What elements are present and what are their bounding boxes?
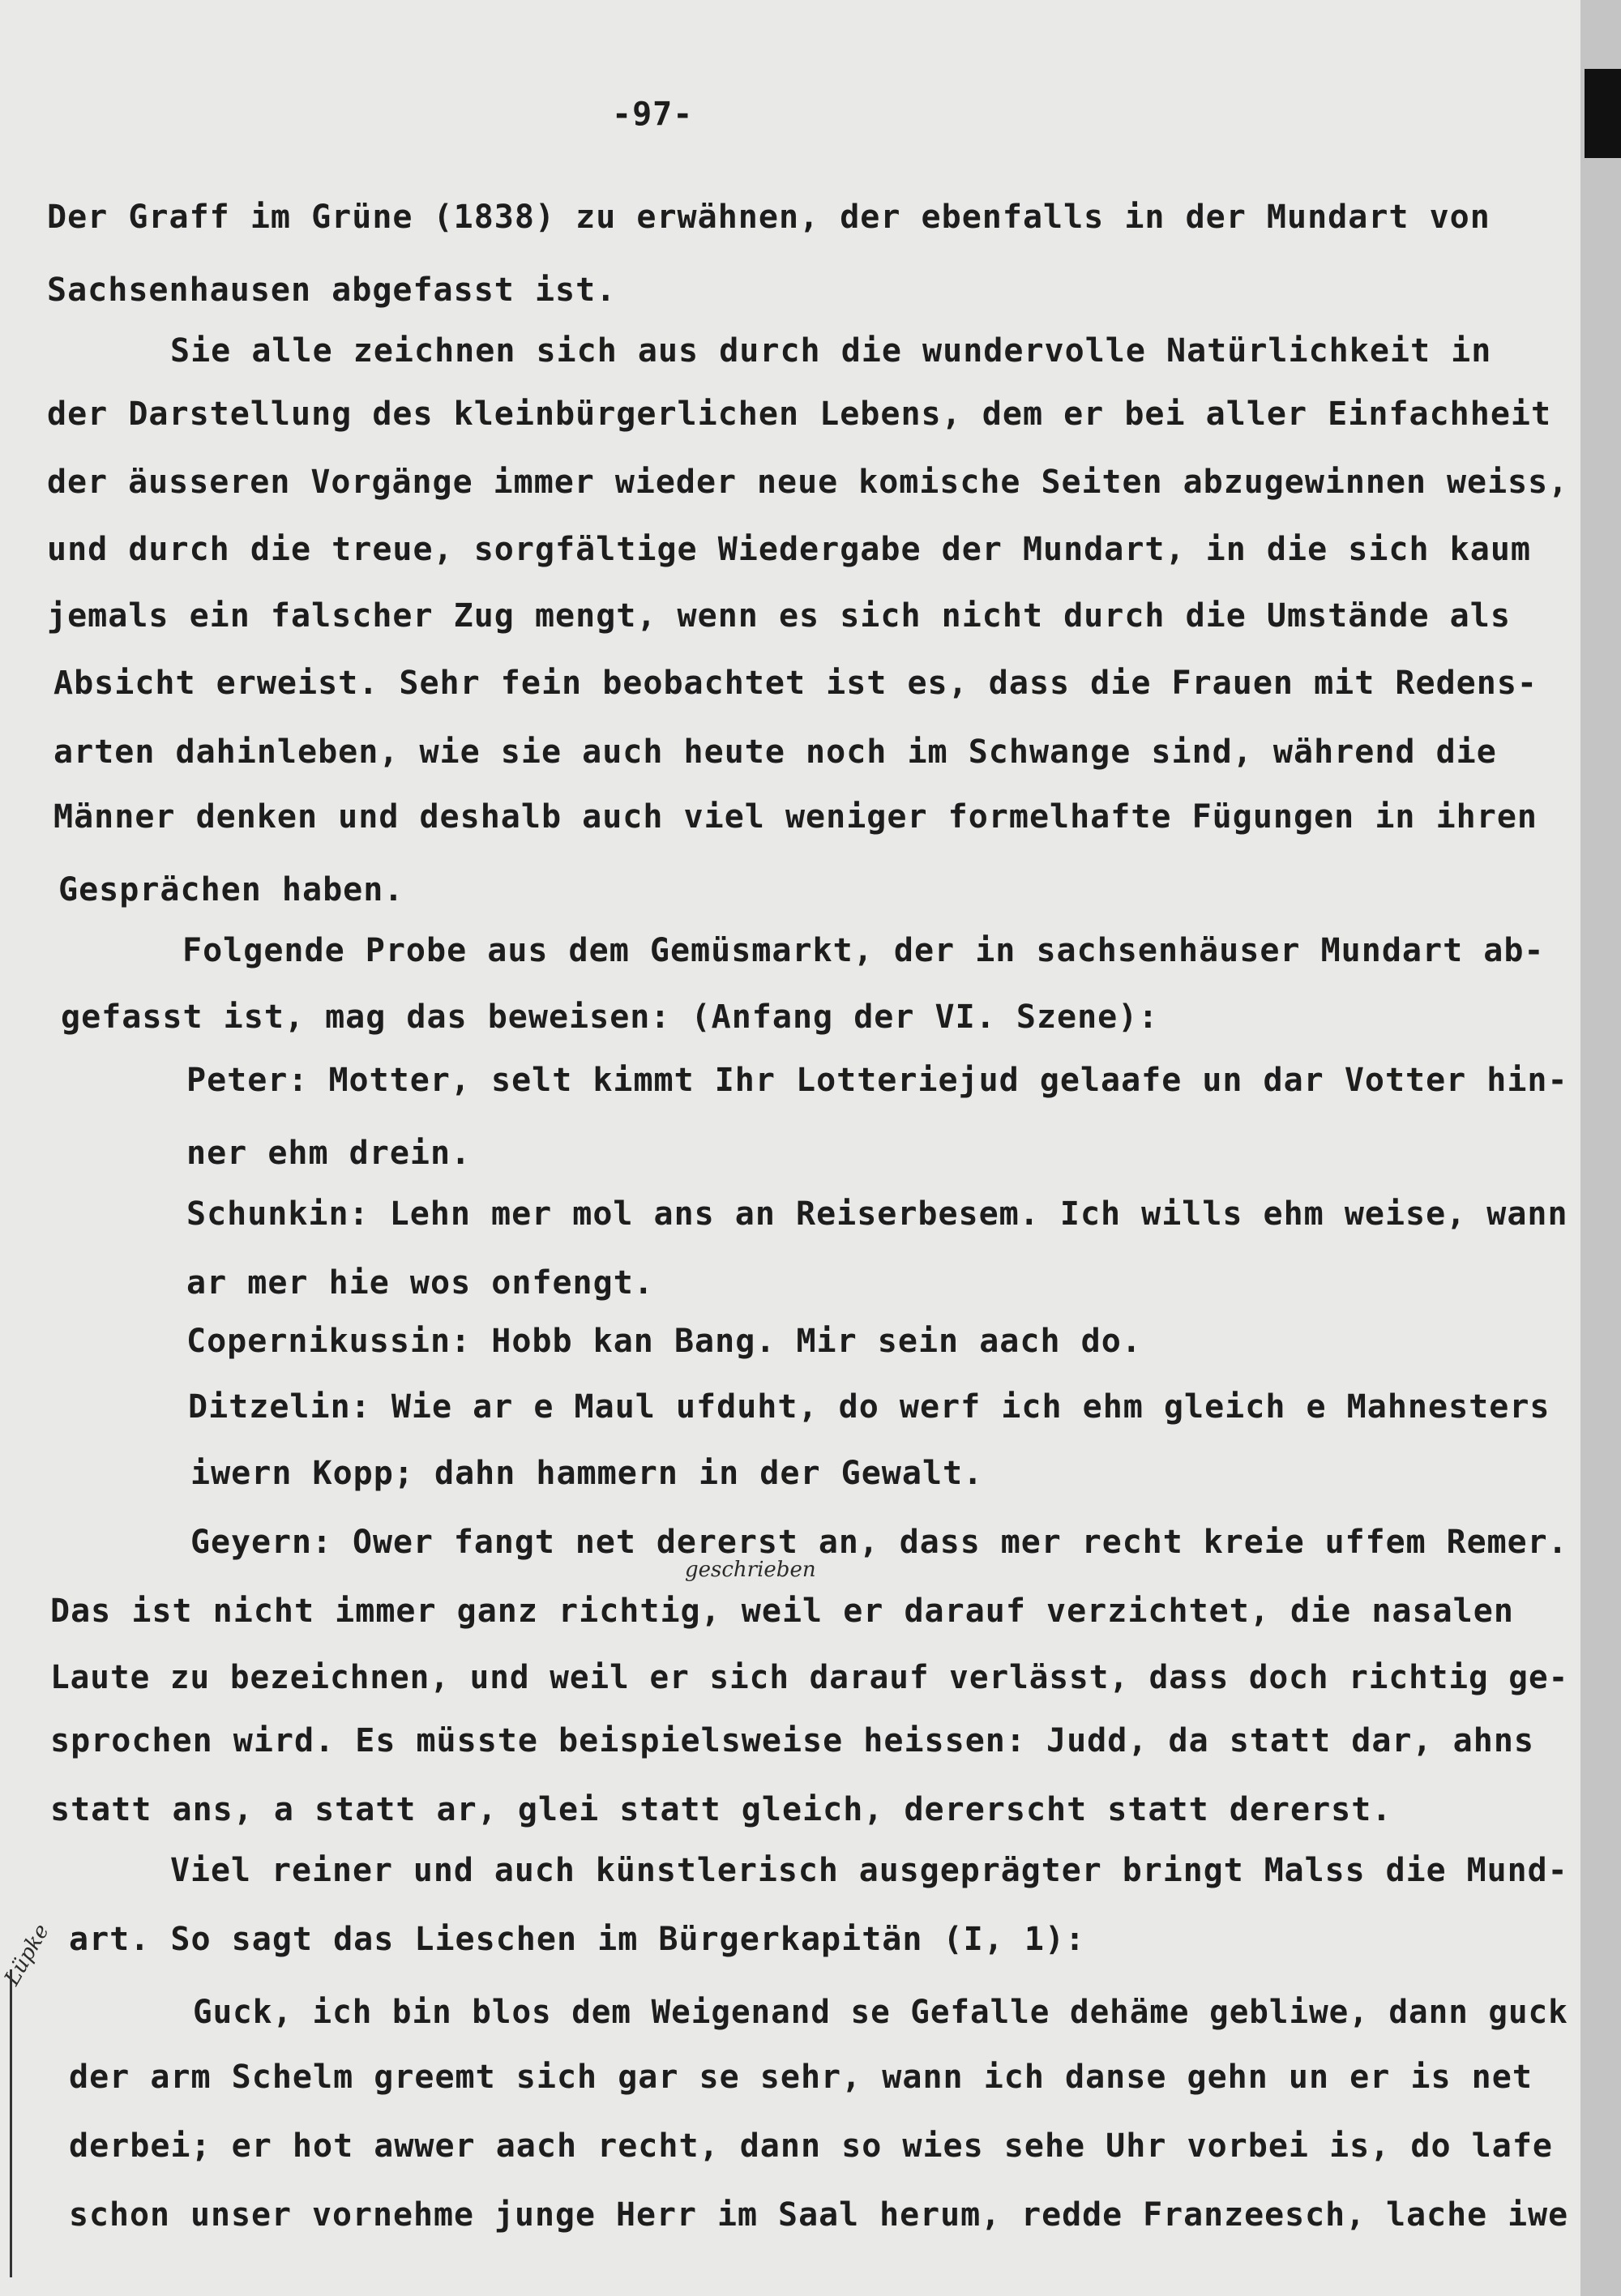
- dialogue-line: Copernikussin: Hobb kan Bang. Mir sein aach do.: [186, 1323, 1142, 1360]
- dialogue-line: iwern Kopp; dahn hammern in der Gewalt.: [190, 1455, 984, 1492]
- text-line: jemals ein falscher Zug mengt, wenn es sich nicht durch die Umstände als: [47, 597, 1511, 635]
- text-line: Sachsenhausen abgefasst ist.: [47, 272, 617, 309]
- dialogue-line: Peter: Motter, selt kimmt Ihr Lotteriejud gelaafe un dar Votter hin-: [186, 1062, 1568, 1099]
- text-line: Guck, ich bin blos dem Weigenand se Gefalle dehäme gebliwe, dann guck: [193, 1994, 1568, 2031]
- page-edge-strip: [1580, 0, 1621, 2296]
- text-line: und durch die treue, sorgfältige Wiedergabe der Mundart, in die sich kaum: [47, 531, 1531, 568]
- text-line: arten dahinleben, wie sie auch heute noch im Schwange sind, während die: [53, 733, 1497, 771]
- text-line: Laute zu bezeichnen, und weil er sich darauf verlässt, dass doch richtig ge-: [50, 1659, 1569, 1696]
- dialogue-line: ar mer hie wos onfengt.: [186, 1264, 654, 1302]
- text-line: gefasst ist, mag das beweisen: (Anfang der VI. Szene):: [61, 998, 1159, 1036]
- page-number: -97-: [612, 96, 694, 133]
- margin-bracket: [10, 1969, 45, 2277]
- handwritten-annotation: geschrieben: [685, 1558, 816, 1582]
- text-line: art. So sagt das Lieschen im Bürgerkapitän (I, 1):: [69, 1921, 1086, 1958]
- text-line: Männer denken und deshalb auch viel weniger formelhafte Fügungen in ihren: [53, 798, 1538, 836]
- text-line: Gesprächen haben.: [58, 871, 404, 909]
- dialogue-line: ner ehm drein.: [186, 1135, 472, 1172]
- page-edge-tab: [1585, 69, 1621, 158]
- text-line: schon unser vornehme junge Herr im Saal herum, redde Franzeesch, lache iwe: [69, 2196, 1569, 2234]
- text-line: der äusseren Vorgänge immer wieder neue komische Seiten abzugewinnen weiss,: [47, 464, 1569, 501]
- text-line: statt ans, a statt ar, glei statt gleich, dererscht statt dererst.: [50, 1791, 1392, 1828]
- text-line: sprochen wird. Es müsste beispielsweise heissen: Judd, da statt dar, ahns: [50, 1722, 1534, 1759]
- text-line: Das ist nicht immer ganz richtig, weil er darauf verzichtet, die nasalen: [50, 1593, 1514, 1630]
- text-line: Absicht erweist. Sehr fein beobachtet ist es, dass die Frauen mit Redens-: [53, 665, 1538, 702]
- dialogue-line: Schunkin: Lehn mer mol ans an Reiserbesem. Ich wills ehm weise, wann: [186, 1195, 1568, 1233]
- text-line: derbei; er hot awwer aach recht, dann so wies sehe Uhr vorbei is, do lafe: [69, 2127, 1553, 2165]
- text-line: Viel reiner und auch künstlerisch ausgeprägter bringt Malss die Mund-: [170, 1852, 1568, 1889]
- margin-note: Lüpke: [0, 1920, 54, 1990]
- text-line: Sie alle zeichnen sich aus durch die wundervolle Natürlichkeit in: [170, 332, 1492, 370]
- dialogue-line: Ditzelin: Wie ar e Maul ufduht, do werf ich ehm gleich e Mahnesters: [188, 1388, 1550, 1426]
- text-line: Folgende Probe aus dem Gemüsmarkt, der in sachsenhäuser Mundart ab-: [182, 932, 1545, 969]
- text-line: der Darstellung des kleinbürgerlichen Lebens, dem er bei aller Einfachheit: [47, 395, 1552, 433]
- text-line: der arm Schelm greemt sich gar se sehr, wann ich danse gehn un er is net: [69, 2059, 1533, 2096]
- text-line: Der Graff im Grüne (1838) zu erwähnen, der ebenfalls in der Mundart von: [47, 199, 1491, 236]
- dialogue-line: Geyern: Ower fangt net dererst an, dass mer recht kreie uffem Remer.: [190, 1524, 1568, 1561]
